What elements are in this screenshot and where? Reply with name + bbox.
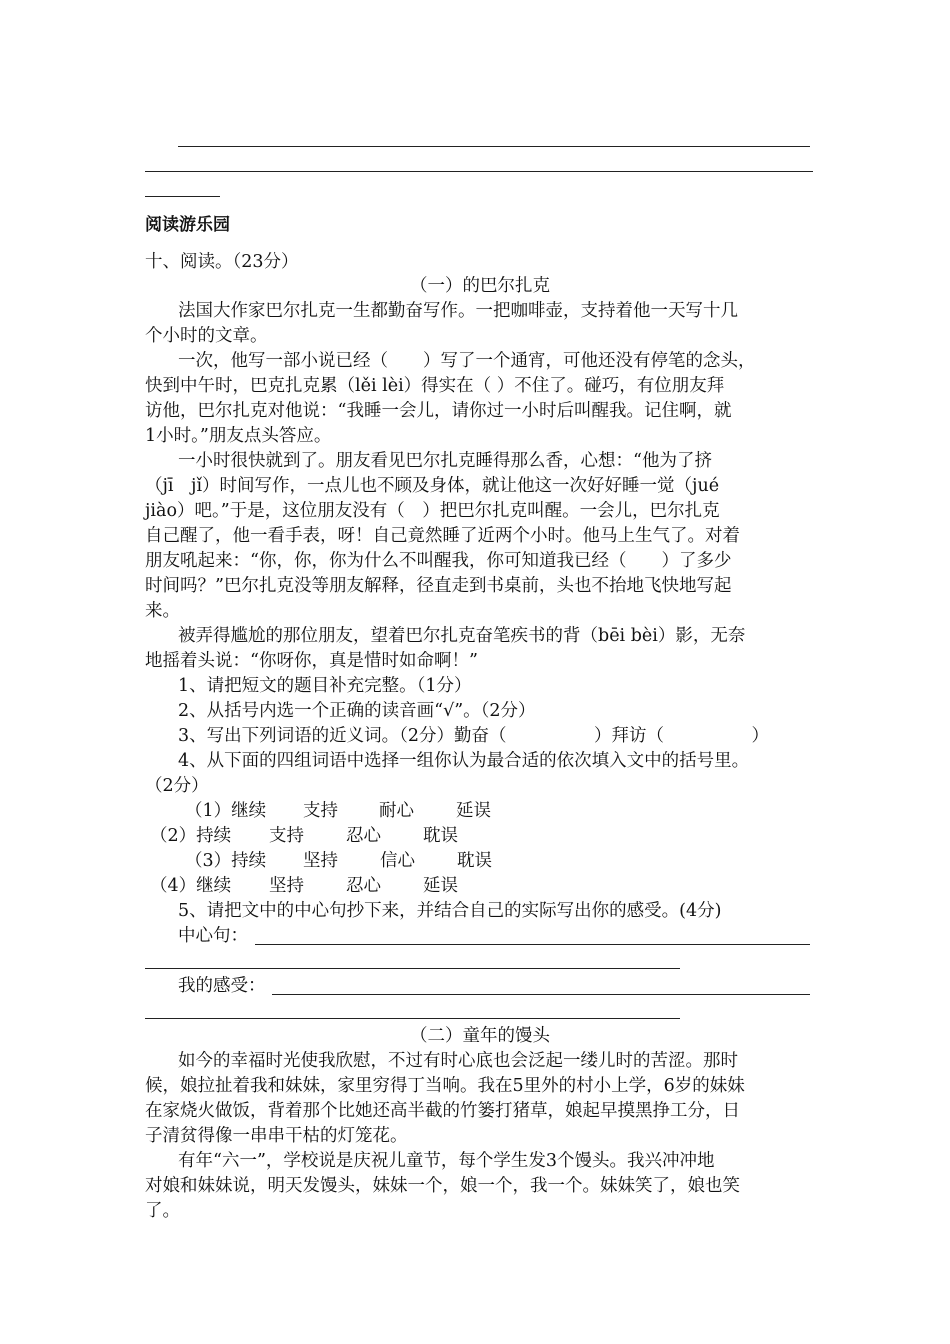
- option-word: 忍心: [346, 826, 381, 846]
- option-word: 坚持: [303, 851, 338, 871]
- paragraph-line: 一小时很快就到了。朋友看见巴尔扎克睡得那么香，心想：“他为了挤: [178, 451, 712, 471]
- question-title: 十、阅读。（23分）: [145, 252, 299, 272]
- paragraph-line: 子清贫得像一串串干枯的灯笼花。: [145, 1126, 408, 1146]
- option-word: 支持: [303, 801, 338, 821]
- paragraph-line: 法国大作家巴尔扎克一生都勤奋写作。一把咖啡壶，支持着他一天写十几: [178, 301, 738, 321]
- paragraph-line: 一次，他写一部小说已经（ ）写了一个通宵，可他还没有停笔的念头，: [178, 351, 756, 371]
- paragraph-line: 地摇着头说：“你呀你，真是惜时如命啊！”: [145, 651, 478, 671]
- feeling-answer-line[interactable]: [145, 1018, 680, 1019]
- paragraph-line: 朋友吼起来：“你，你，你为什么不叫醒我，你可知道我已经（ ）了多少: [145, 551, 732, 571]
- option-word: 耐心: [379, 801, 414, 821]
- paragraph-line: 在家烧火做饭，背着那个比她还高半截的竹篓打猪草，娘起早摸黑挣工分，日: [145, 1101, 740, 1121]
- paragraph-line: 时间吗？”巴尔扎克没等朋友解释，径直走到书桌前，头也不抬地飞快地写起: [145, 576, 732, 596]
- question-1: 1、请把短文的题目补充完整。（1分）: [178, 676, 472, 696]
- paragraph-line: 个小时的文章。: [145, 326, 268, 346]
- center-sentence-label: 中心句：: [178, 926, 248, 946]
- paragraph-line: jiào）吧。”于是，这位朋友没有（ ）把巴尔扎克叫醒。一会儿，巴尔扎克: [145, 501, 720, 521]
- section-heading: 阅读游乐园: [145, 215, 230, 235]
- answer-line: [145, 196, 220, 197]
- option-word: 耽误: [423, 826, 458, 846]
- option-row: [150, 824, 815, 848]
- question-2: 2、从括号内选一个正确的读音画“√”。（2分）: [178, 701, 536, 721]
- answer-line: [145, 171, 813, 172]
- question-5: 5、请把文中的中心句抄下来，并结合自己的实际写出你的感受。(4分): [178, 901, 722, 921]
- option-word: 信心: [380, 851, 415, 871]
- answer-line: [178, 146, 810, 147]
- option-word: （2）持续: [150, 826, 232, 846]
- option-word: （3）持续: [185, 851, 267, 871]
- paragraph-line: 访他，巴尔扎克对他说：“我睡一会儿，请你过一小时后叫醒我。记住啊，就: [145, 401, 732, 421]
- question-4-score: （2分）: [145, 776, 209, 796]
- paragraph-line: 如今的幸福时光使我欣慰，不过有时心底也会泛起一缕儿时的苦涩。那时: [178, 1051, 738, 1071]
- paragraph-line: 自己醒了，他一看手表，呀！自己竟然睡了近两个小时。他马上生气了。对着: [145, 526, 740, 546]
- option-word: 坚持: [269, 876, 304, 896]
- option-word: （1）继续: [185, 801, 267, 821]
- paragraph-line: 了。: [145, 1201, 180, 1221]
- option-row: [185, 849, 850, 873]
- feeling-label: 我的感受：: [178, 976, 266, 996]
- paragraph-line: 快到中午时，巴克扎克累（lěi lèi）得实在（ ）不住了。碰巧，有位朋友拜: [145, 376, 725, 396]
- center-sentence-answer-line[interactable]: [255, 944, 810, 945]
- paragraph-line: 候，娘拉扯着我和妹妹，家里穷得丁当响。我在5里外的村小上学，6岁的妹妹: [145, 1076, 745, 1096]
- center-sentence-answer-line[interactable]: [145, 968, 680, 969]
- paragraph-line: 被弄得尴尬的那位朋友，望着巴尔扎克奋笔疾书的背（bēi bèi）影，无奈: [178, 626, 746, 646]
- option-word: （4）继续: [150, 876, 232, 896]
- option-word: 忍心: [346, 876, 381, 896]
- option-row: [185, 799, 850, 823]
- paragraph-line: 对娘和妹妹说，明天发馒头，妹妹一个，娘一个，我一个。妹妹笑了，娘也笑: [145, 1176, 740, 1196]
- paragraph-line: 有年“六一”，学校说是庆祝儿童节，每个学生发3个馒头。我兴冲冲地: [178, 1151, 715, 1171]
- option-word: 耽误: [457, 851, 492, 871]
- paragraph-line: 1小时。”朋友点头答应。: [145, 426, 332, 446]
- paragraph-line: 来。: [145, 601, 180, 621]
- feeling-answer-line[interactable]: [272, 994, 810, 995]
- option-row: [150, 874, 815, 898]
- question-4: 4、从下面的四组词语中选择一组你认为最合适的依次填入文中的括号里。: [178, 751, 750, 771]
- question-3: 3、写出下列词语的近义词。（2分）勤奋（ ）拜访（ ）: [178, 726, 770, 746]
- option-word: 延误: [423, 876, 458, 896]
- paragraph-line: （jī jǐ）时间写作，一点儿也不顾及身体，就让他这一次好好睡一觉（jué: [145, 476, 720, 496]
- passage-title: （二）童年的馒头: [410, 1026, 550, 1046]
- option-word: 延误: [456, 801, 491, 821]
- option-word: 支持: [269, 826, 304, 846]
- passage-title: （一）的巴尔扎克: [410, 276, 550, 296]
